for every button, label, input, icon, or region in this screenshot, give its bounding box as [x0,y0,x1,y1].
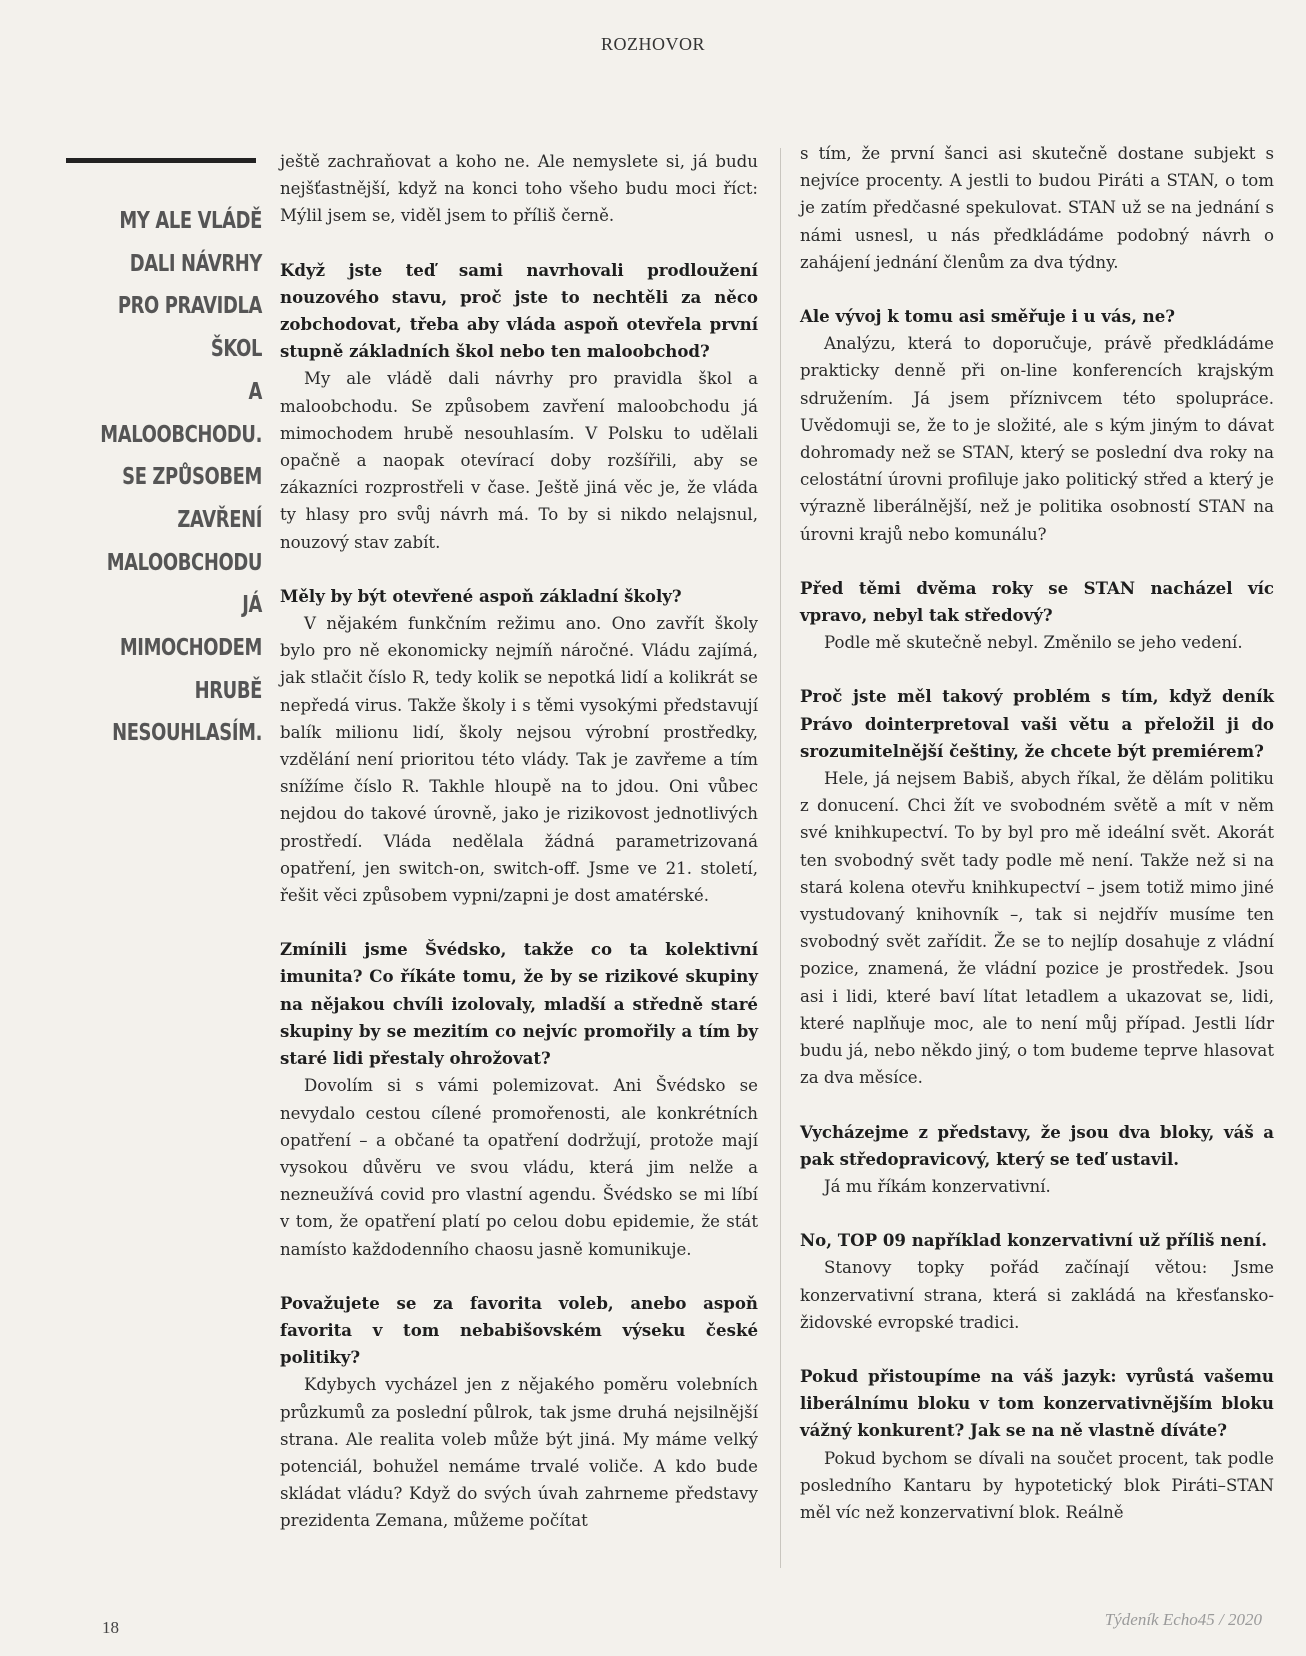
interview-answer: Podle mě skutečně nebyl. Změnilo se jeho vedení. [824,633,1243,653]
interview-answer: V nějakém funkčním režimu ano. Ono zavřít školy bylo pro ně ekonomicky nejmíň náročné. Vládu zajímá, jak stlačit číslo R, tedy kolik se nepotká lidí a kolikrát se nepředá virus. Takže školy i s těmi vysokými představují balík milionu lidí, školy nejsou výrobní prostředky, vzdělání není prioritou této vlády. Tak je zavřeme a tím snížíme číslo R. Takhle hloupě na to jdou. Oni vůbec nejdou do takové úrovně, jako je rizikovost jednotlivých prostředí. Vláda nedělala žádná parametrizovaná opatření, jen switch-on, switch-off. Jsme ve 21. století, řešit věci způsobem vypni/zapni je dost amatérské. [280,614,758,906]
pull-quote-line: DALI NÁVRHY [129,250,262,277]
page-number: 18 [102,1618,119,1637]
interview-question: No, TOP 09 například konzervativní už příliš není. [800,1230,1268,1251]
section-heading: ROZHOVOR [600,34,705,54]
pull-quote-line: MIMOCHODEM HRUBĚ [119,635,262,704]
interview-question: Když jste teď sami navrhovali prodloužení nouzového stavu, proč jste to nechtěli za něco zobchodovat, třeba aby vláda aspoň otevřela první stupně základních škol nebo ten maloobchod? [280,259,758,362]
pull-quote-line: NESOUHLASÍM. [112,720,262,747]
interview-answer: Hele, já nejsem Babiš, abych říkal, že dělám politiku z donucení. Chci žít ve svobodném světě a mít v něm své knihkupectví. To by byl pro mě ideální svět. Akorát ten svobodný svět tady podle mě není. Takže než si na stará kolena otevřu knihkupectví – jsem totiž mimo jiné vystudovaný knihovník –, tak si nejdřív musíme ten svobodný svět zařídit. Že se to nejlíp dosahuje z vládní pozice, znamená, že vládní pozice je prostředek. Jsou asi i lidi, které baví lítat letadlem a ukazovat se, lidi, které naplňuje moc, ale to není můj případ. Jestli lídr budu já, nebo někdo jiný, o tom budeme teprve hlasovat za dva měsíce. [800,769,1274,1088]
interview-answer: Pokud bychom se dívali na součet procent, tak podle posledního Kantaru by hypotetický blok Piráti–STAN měl víc než konzervativní blok. Reálně [800,1448,1274,1522]
interview-question: Zmínili jsme Švédsko, takže co ta kolektivní imunita? Co říkáte tomu, že by se rizikové skupiny na nějakou chvíli izolovaly, mladší a středně staré skupiny by se mezitím co nejvíc promořily a tím by staré lidi přestaly ohrožovat? [280,939,758,1069]
pull-quote-rule [66,158,256,163]
article-column-2 [800,140,1274,1526]
pull-quote-line: A MALOOBCHODU. [100,378,262,448]
interview-answer: Kdybych vycházel jen z nějakého poměru volebních průzkumů za poslední půlrok, tak jsme druhá nejsilnější strana. Ale realita voleb může být jiná. My máme velký potenciál, bohužel nemáme trvalé voliče. A kdo bude skládat vládu? Když do svých úvah zahrneme představy prezidenta Zemana, můžeme počítat [280,1375,758,1531]
article-column-1 [280,148,758,1535]
interview-question: Před těmi dvěma roky se STAN nacházel víc vpravo, nebyl tak středový? [800,577,1274,626]
interview-answer: Dovolím si s vámi polemizovat. Ani Švédsko se nevydalo cestou cílené promořenosti, ale konkrétních opatření – a občané ta opatření dodržují, protože mají vysokou důvěru ve svou vládu, která jim nelže a nezneužívá covid pro vlastní agendu. Švédsko se mi líbí v tom, že opatření platí po celou dobu epidemie, že stát namísto každodenního chaosu jasně komunikuje. [280,1076,758,1259]
interview-answer: Já mu říkám konzervativní. [824,1176,1051,1196]
pull-quote-line: MALOOBCHODU JÁ [106,549,262,619]
interview-question: Proč jste měl takový problém s tím, když deník Právo dointerpretoval vaši větu a přeložil ji do srozumitelnější češtiny, že chcete být premiérem? [800,686,1274,761]
interview-question: Považujete se za favorita voleb, anebo aspoň favorita v tom nebabišovském výseku české politiky? [280,1292,758,1368]
interview-question: Pokud přistoupíme na váš jazyk: vyrůstá vašemu liberálnímu bloku v tom konzervativnějším bloku vážný konkurent? Jak se na ně vlastně díváte? [800,1365,1274,1441]
interview-question: Měly by být otevřené aspoň základní školy? [280,585,682,606]
magazine-issue: Týdeník Echo45 / 2020 [1104,1610,1262,1629]
column-divider [780,148,781,1568]
pull-quote-line: SE ZPŮSOBEM [122,464,262,491]
pull-quote-line: PRO PRAVIDLA ŠKOL [117,293,262,363]
pull-quote-line: MY ALE VLÁDĚ [119,208,262,234]
pull-quote [89,200,262,755]
pull-quote-line: ZAVŘENÍ [177,506,262,533]
interview-answer: My ale vládě dali návrhy pro pravidla škol a maloobchodu. Se způsobem zavření maloobchodu já mimochodem hrubě nesouhlasím. V Polsku to udělali opačně a naopak otevírací doby rozšířili, aby se zákazníci rozprostřeli v čase. Ještě jiná věc je, že vláda ty hlasy pro svůj návrh má. To by si nikdo nelajsnul, nouzový stav zabít. [280,369,758,552]
interview-question: Vycházejme z představy, že jsou dva bloky, váš a pak středopravicový, který se teď ustavil. [800,1121,1274,1169]
interview-answer: s tím, že první šanci asi skutečně dostane subjekt s nejvíce procenty. A jestli to budou Piráti a STAN, o tom je zatím předčasné spekulovat. STAN už se na jednání s námi usnesl, u nás předkládáme podobný návrh o zahájení jednání členům za dva týdny. [800,144,1274,272]
interview-answer: ještě zachraňovat a koho ne. Ale nemyslete si, já budu nejšťastnější, když na konci toho všeho budu moci říct: Mýlil jsem se, viděl jsem to příliš černě. [280,152,758,226]
interview-answer: Stanovy topky pořád začínají větou: Jsme konzervativní strana, která si zakládá na křesťansko-židovské evropské tradici. [800,1258,1274,1332]
interview-answer: Analýzu, která to doporučuje, právě předkládáme prakticky denně při on-line konferencích krajským sdružením. Já jsem příznivcem této spolupráce. Uvědomuji se, že to je složité, ale s kým jiným to dávat dohromady než se STAN, který se poslední dva roky na celostátní úrovni profiluje jako politický střed a který je výrazně liberálnější, než je politika osobností STAN na úrovni krajů nebo komunálu? [800,334,1274,544]
interview-question: Ale vývoj k tomu asi směřuje i u vás, ne? [800,306,1176,327]
